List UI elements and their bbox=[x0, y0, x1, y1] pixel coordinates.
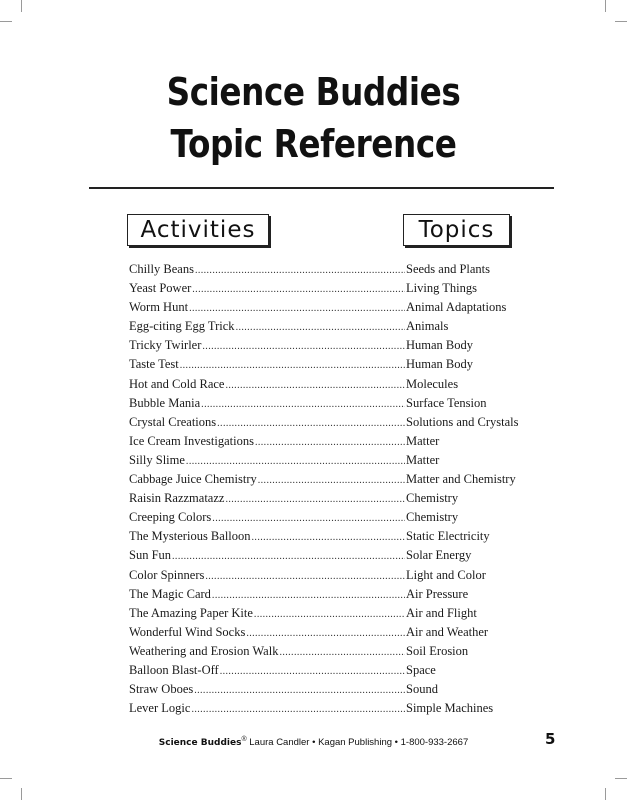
list-item bbox=[129, 491, 529, 510]
topic-name: Molecules bbox=[406, 376, 459, 391]
activity-name: The Amazing Paper Kite bbox=[129, 605, 253, 620]
topic-name: Solar Energy bbox=[406, 548, 472, 563]
topic-name: Living Things bbox=[406, 281, 477, 296]
dot-leader bbox=[212, 513, 405, 524]
list-item bbox=[129, 338, 529, 357]
list-item bbox=[129, 529, 529, 548]
topic-name: Static Electricity bbox=[406, 529, 490, 544]
footer-brand: Science Buddies bbox=[158, 738, 242, 749]
dot-leader bbox=[255, 437, 405, 448]
dot-leader bbox=[201, 399, 405, 410]
topic-name: Human Body bbox=[406, 338, 474, 353]
dot-leader bbox=[225, 494, 405, 505]
list-item bbox=[129, 568, 529, 587]
activity-name: Hot and Cold Race bbox=[129, 376, 225, 391]
topic-name: Seeds and Plants bbox=[406, 262, 491, 276]
dot-leader bbox=[172, 551, 405, 562]
dot-leader bbox=[212, 590, 405, 601]
activity-name: Weathering and Erosion Walk bbox=[129, 643, 279, 658]
dot-leader bbox=[217, 418, 405, 429]
topic-name: Air and Weather bbox=[406, 624, 489, 639]
activity-name: Crystal Creations bbox=[129, 414, 217, 429]
list-item bbox=[129, 396, 529, 415]
topic-name: Light and Color bbox=[406, 567, 486, 582]
list-item bbox=[129, 701, 529, 720]
activity-name: Creeping Colors bbox=[129, 510, 212, 525]
topics-header: Topics bbox=[403, 214, 510, 246]
activity-name: Straw Oboes bbox=[129, 682, 194, 697]
topic-name: Animal Adaptations bbox=[406, 300, 507, 315]
topic-name: Solutions and Crystals bbox=[406, 414, 519, 429]
topic-name: Air Pressure bbox=[406, 586, 469, 601]
activity-name: Tricky Twirler bbox=[129, 338, 202, 353]
list-item bbox=[129, 357, 529, 376]
activity-name: Wonderful Wind Socks bbox=[129, 624, 246, 639]
list-item bbox=[129, 262, 529, 281]
list-item bbox=[129, 663, 529, 682]
crop-mark-bottom-left-h bbox=[0, 778, 12, 779]
crop-mark-top-right bbox=[605, 0, 606, 12]
crop-mark-top-left-h bbox=[0, 21, 12, 22]
dot-leader bbox=[192, 284, 405, 295]
page-title-line1: Science Buddies bbox=[166, 70, 461, 114]
list-item bbox=[129, 319, 529, 338]
page-number: 5 bbox=[545, 730, 556, 748]
list-item bbox=[129, 606, 529, 625]
topic-name: Air and Flight bbox=[406, 605, 477, 620]
dot-leader bbox=[195, 265, 405, 276]
topic-name: Simple Machines bbox=[406, 701, 494, 716]
activity-name: Color Spinners bbox=[129, 567, 205, 582]
activity-name: Bubble Mania bbox=[129, 395, 201, 410]
list-item bbox=[129, 587, 529, 606]
list-item bbox=[129, 510, 529, 529]
dot-leader bbox=[205, 571, 405, 582]
activity-name: Cabbage Juice Chemistry bbox=[129, 472, 257, 487]
activity-name: Lever Logic bbox=[129, 701, 191, 716]
topic-name: Matter bbox=[406, 433, 440, 448]
dot-leader bbox=[236, 322, 405, 333]
activity-name: Balloon Blast-Off bbox=[129, 662, 219, 677]
topic-name: Animals bbox=[406, 319, 449, 334]
crop-mark-top-right-h bbox=[615, 21, 627, 22]
crop-mark-top-left bbox=[21, 0, 22, 12]
dot-leader bbox=[202, 341, 405, 352]
list-item bbox=[129, 548, 529, 567]
list-item bbox=[129, 453, 529, 472]
dot-leader bbox=[191, 704, 405, 715]
topic-name: Surface Tension bbox=[406, 395, 487, 410]
list-item bbox=[129, 415, 529, 434]
crop-mark-bottom-right bbox=[605, 788, 606, 800]
list-item bbox=[129, 281, 529, 300]
topic-name: Chemistry bbox=[406, 491, 459, 506]
list-item bbox=[129, 644, 529, 663]
dot-leader bbox=[246, 628, 405, 639]
activities-header: Activities bbox=[127, 214, 269, 246]
topic-name: Chemistry bbox=[406, 510, 459, 525]
list-item bbox=[129, 300, 529, 319]
activity-name: Egg-citing Egg Trick bbox=[129, 319, 235, 334]
topic-name: Matter and Chemistry bbox=[406, 472, 516, 487]
footer bbox=[0, 736, 627, 748]
list-item bbox=[129, 377, 529, 396]
title-divider bbox=[89, 187, 554, 189]
footer-registered-mark: ® bbox=[241, 736, 247, 743]
dot-leader bbox=[254, 609, 405, 620]
dot-leader bbox=[189, 303, 405, 314]
list-item bbox=[129, 434, 529, 453]
activity-name: Worm Hunt bbox=[129, 300, 189, 315]
page-title-line2: Topic Reference bbox=[170, 122, 457, 166]
activity-name: The Magic Card bbox=[129, 586, 211, 601]
activity-name: Ice Cream Investigations bbox=[129, 433, 254, 448]
activity-name: Silly Slime bbox=[129, 452, 185, 467]
topic-name: Sound bbox=[406, 682, 438, 697]
activity-name: Chilly Beans bbox=[129, 262, 194, 276]
topic-name: Space bbox=[406, 662, 436, 677]
list-item bbox=[129, 625, 529, 644]
topic-name: Human Body bbox=[406, 357, 474, 372]
topic-name: Soil Erosion bbox=[406, 643, 469, 658]
activity-name: Sun Fun bbox=[129, 548, 172, 563]
topic-name: Matter bbox=[406, 452, 440, 467]
activity-name: Raisin Razzmatazz bbox=[129, 491, 225, 506]
crop-mark-bottom-right-h bbox=[615, 778, 627, 779]
dot-leader bbox=[252, 532, 405, 543]
activity-name: The Mysterious Balloon bbox=[129, 529, 251, 544]
list-item bbox=[129, 682, 529, 701]
footer-credits: Laura Candler • Kagan Publishing • 1-800-933-2667 bbox=[246, 737, 469, 749]
dot-leader bbox=[220, 666, 405, 677]
list-item bbox=[129, 472, 529, 491]
crop-mark-bottom-left bbox=[21, 788, 22, 800]
dot-leader bbox=[194, 685, 405, 696]
dot-leader bbox=[186, 456, 405, 467]
dot-leader bbox=[180, 360, 405, 371]
dot-leader bbox=[258, 475, 405, 486]
dot-leader bbox=[279, 647, 405, 658]
activity-name: Taste Test bbox=[129, 357, 179, 372]
dot-leader bbox=[225, 380, 405, 391]
activity-name: Yeast Power bbox=[129, 281, 192, 296]
topic-reference-list bbox=[129, 262, 529, 720]
